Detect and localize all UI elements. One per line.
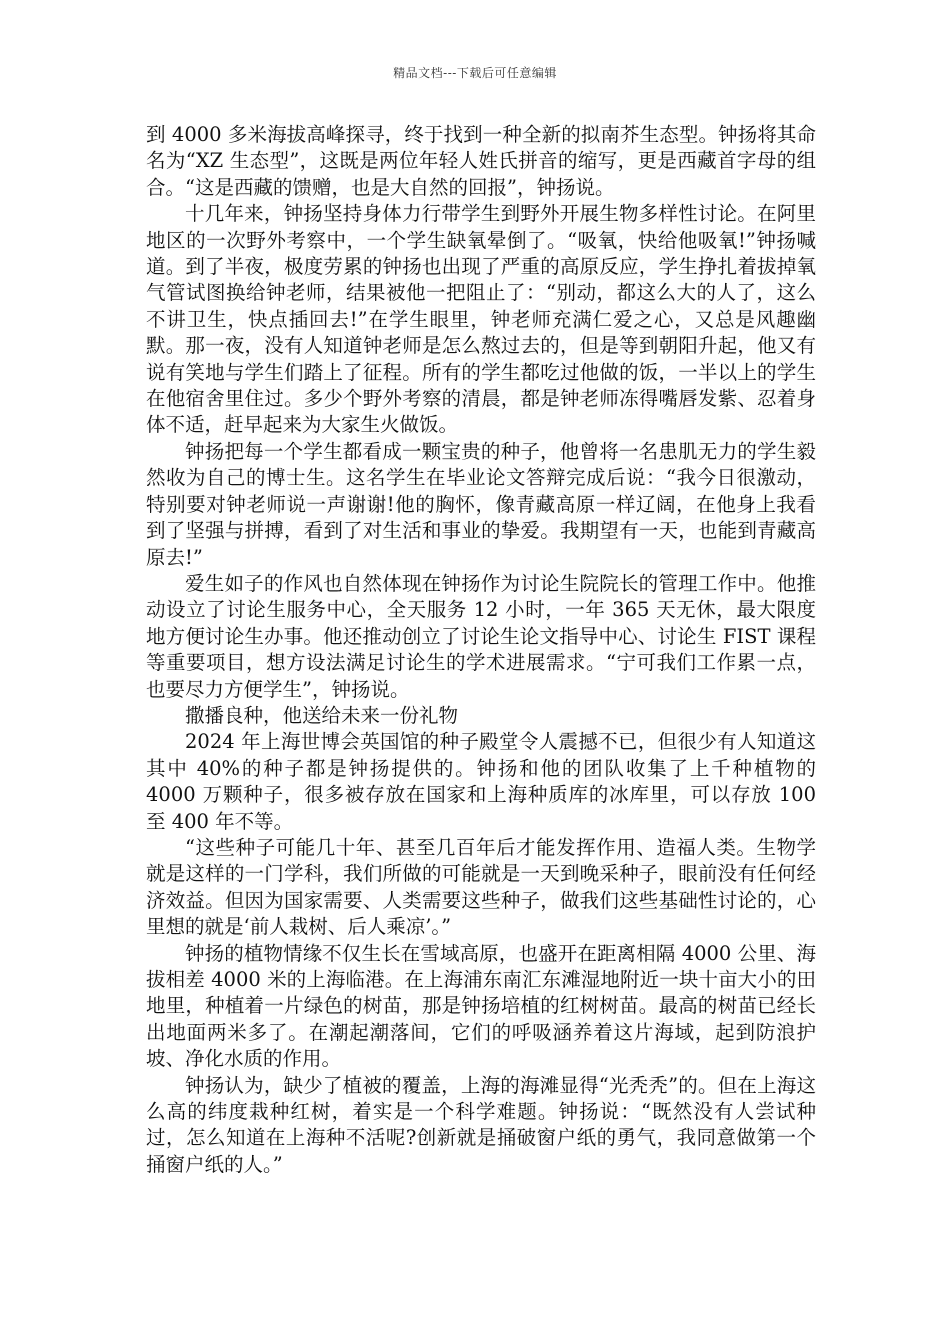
- document-body: [146, 122, 816, 1178]
- paragraph: 到 4000 多米海拔高峰探寻，终于找到一种全新的拟南芥生态型。钟扬将其命名为“XZ 生态型”，这既是两位年轻人姓氏拼音的缩写，更是西藏首字母的组合。“这是西藏的馈赠，也是大自然的回报”，钟扬说。: [146, 123, 816, 199]
- paragraph: 爱生如子的作风也自然体现在钟扬作为讨论生院院长的管理工作中。他推动设立了讨论生服务中心，全天服务 12 小时，一年 365 天无休，最大限度地方便讨论生办事。他还推动创立了讨论生论文指导中心、讨论生 FIST 课程等重要项目，想方设法满足讨论生的学术进展需求。“宁可我们工作累一点，也要尽力方便学生”，钟扬说。: [146, 571, 816, 701]
- paragraph: “这些种子可能几十年、甚至几百年后才能发挥作用、造福人类。生物学就是这样的一门学科，我们所做的可能就是一天到晚采种子，眼前没有任何经济效益。但因为国家需要、人类需要这些种子，做我们这些基础性讨论的，心里想的就是‘前人栽树、后人乘凉’。”: [146, 835, 816, 939]
- page-header: 精品文档---下载后可任意编辑: [393, 66, 557, 80]
- paragraph: 2024 年上海世博会英国馆的种子殿堂令人震撼不已，但很少有人知道这其中 40%的种子都是钟扬提供的。钟扬和他的团队收集了上千种植物的 4000 万颗种子，很多被存放在国家和上海种质库的冰库里，可以存放 100 至 400 年不等。: [146, 730, 816, 833]
- section-heading: 撒播良种，他送给未来一份礼物: [185, 703, 459, 727]
- paragraph: 十几年来，钟扬坚持身体力行带学生到野外开展生物多样性讨论。在阿里地区的一次野外考察中，一个学生缺氧晕倒了。“吸氧，快给他吸氧!”钟扬喊道。到了半夜，极度劳累的钟扬也出现了严重的高原反应，学生挣扎着拔掉氧气管试图换给钟老师，结果被他一把阻止了：“别动，都这么大的人了，这么不讲卫生，快点插回去!”在学生眼里，钟老师充满仁爱之心，又总是风趣幽默。那一夜，没有人知道钟老师是怎么熬过去的，但是等到朝阳升起，他又有说有笑地与学生们踏上了征程。所有的学生都吃过他做的饭，一半以上的学生在他宿舍里住过。多少个野外考察的清晨，都是钟老师冻得嘴唇发紫、忍着身体不适，赶早起来为大家生火做饭。: [146, 202, 816, 437]
- paragraph: 钟扬认为，缺少了植被的覆盖，上海的海滩显得“光秃秃”的。但在上海这么高的纬度栽种红树，着实是一个科学难题。钟扬说：“既然没有人尝试种过，怎么知道在上海种不活呢?创新就是捅破窗户纸的勇气，我同意做第一个捅窗户纸的人。”: [146, 1073, 816, 1176]
- paragraph: 钟扬把每一个学生都看成一颗宝贵的种子，他曾将一名患肌无力的学生毅然收为自己的博士生。这名学生在毕业论文答辩完成后说：“我今日很激动，特别要对钟老师说一声谢谢!他的胸怀，像青藏高原一样辽阔，在他身上我看到了坚强与拼搏，看到了对生活和事业的挚爱。我期望有一天，也能到青藏高原去!”: [146, 439, 816, 569]
- paragraph: 钟扬的植物情缘不仅生长在雪域高原，也盛开在距离相隔 4000 公里、海拔相差 4000 米的上海临港。在上海浦东南汇东滩湿地附近一块十亩大小的田地里，种植着一片绿色的树苗，那是钟扬培植的红树树苗。最高的树苗已经长出地面两米多了。在潮起潮落间，它们的呼吸涵养着这片海域，起到防浪护坡、净化水质的作用。: [146, 941, 816, 1071]
